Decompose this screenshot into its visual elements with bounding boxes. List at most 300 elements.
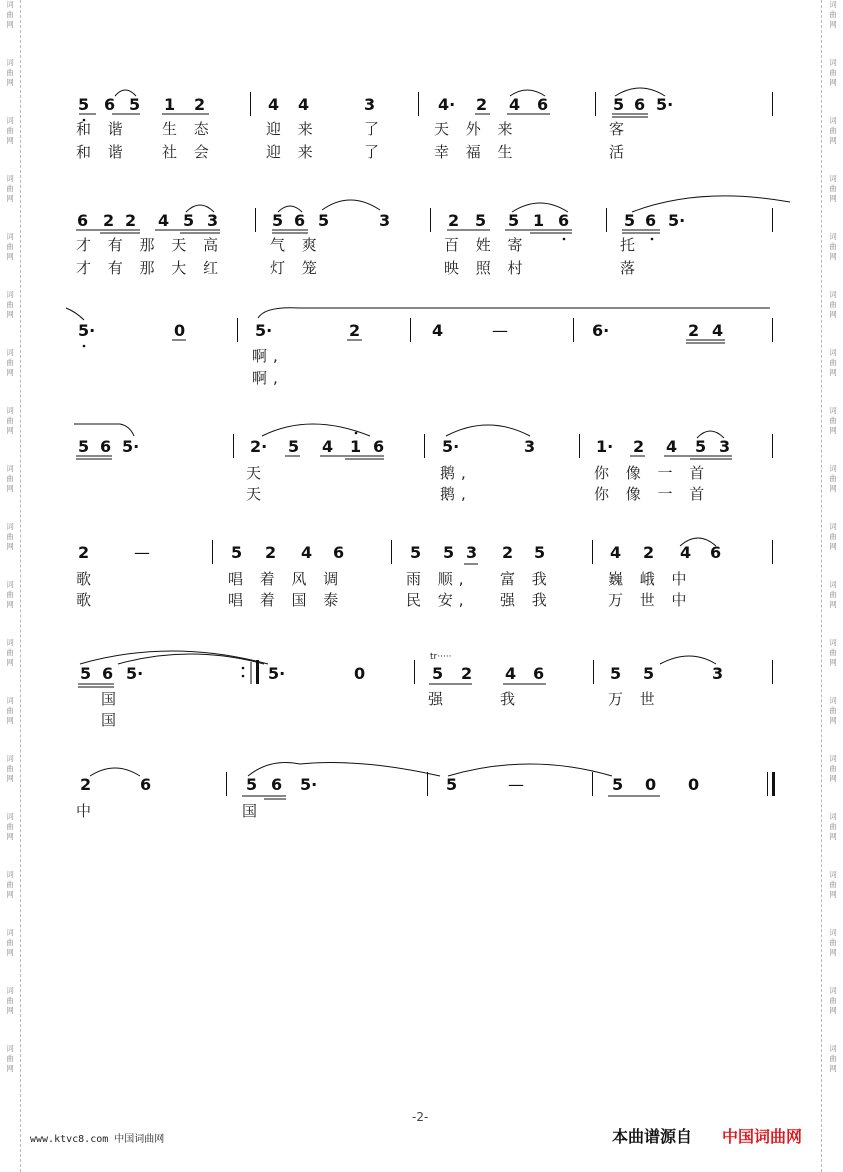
note: 0 xyxy=(645,775,657,794)
note: 4 xyxy=(268,95,280,114)
note: 3 xyxy=(524,437,536,456)
watermark-glyph: 网 xyxy=(6,20,14,29)
watermark-glyph: 网 xyxy=(829,658,837,667)
note: 5 xyxy=(272,211,284,230)
lyric: 灯 笼 xyxy=(270,259,323,277)
note: 1 xyxy=(350,437,362,456)
lyric: 气 爽 xyxy=(270,236,323,254)
watermark-glyph: 网 xyxy=(6,948,14,957)
note: 6 xyxy=(102,664,114,683)
watermark-glyph: 词 xyxy=(6,348,14,357)
watermark-glyph: 词 xyxy=(6,754,14,763)
barline xyxy=(772,540,773,564)
score-row-4 xyxy=(0,434,843,524)
lyric: 万 世 xyxy=(608,690,661,708)
barline xyxy=(579,434,580,458)
watermark-glyph: 曲 xyxy=(829,996,837,1005)
watermark-glyph: 曲 xyxy=(6,648,14,657)
watermark-glyph: 词 xyxy=(6,870,14,879)
watermark-glyph: 曲 xyxy=(6,242,14,251)
footer-brand[interactable]: 中国词曲网 xyxy=(722,1127,803,1146)
note: 5 xyxy=(78,437,90,456)
watermark-glyph: 网 xyxy=(829,542,837,551)
watermark-glyph: 曲 xyxy=(6,1054,14,1063)
barline xyxy=(410,318,411,342)
note: 5 xyxy=(446,775,458,794)
watermark-glyph: 词 xyxy=(829,58,837,67)
lyric: 雨 顺, xyxy=(406,570,470,588)
note: 2 xyxy=(688,321,700,340)
watermark-glyph: 曲 xyxy=(6,68,14,77)
note: 0 xyxy=(354,664,366,683)
watermark-glyph: 曲 xyxy=(829,880,837,889)
watermark-glyph: 词 xyxy=(6,638,14,647)
barline xyxy=(391,540,392,564)
watermark-glyph: 词 xyxy=(829,116,837,125)
note: 6 xyxy=(533,664,545,683)
watermark-glyph: 曲 xyxy=(829,416,837,425)
note: 3 xyxy=(364,95,376,114)
watermark-glyph: 网 xyxy=(6,484,14,493)
note: 6 xyxy=(100,437,112,456)
barline xyxy=(237,318,238,342)
note: 2 xyxy=(103,211,115,230)
lyric: 社 会 xyxy=(162,143,215,161)
watermark-glyph: 曲 xyxy=(829,474,837,483)
barline xyxy=(424,434,425,458)
lyric: 歌 xyxy=(76,570,98,588)
watermark-glyph: 网 xyxy=(829,1006,837,1015)
lyric: 生 态 xyxy=(162,120,215,138)
watermark-glyph: 网 xyxy=(829,426,837,435)
watermark-glyph: 曲 xyxy=(6,126,14,135)
watermark-glyph: 曲 xyxy=(6,300,14,309)
page-number: -2- xyxy=(412,1110,429,1124)
watermark-gap xyxy=(824,1016,842,1044)
watermark-glyph: 曲 xyxy=(6,590,14,599)
watermark-gap xyxy=(1,1074,19,1102)
watermark-glyph: 网 xyxy=(6,716,14,725)
watermark-gap xyxy=(824,30,842,58)
note: 5 xyxy=(475,211,487,230)
note: 4 xyxy=(666,437,678,456)
final-barline-thick xyxy=(772,772,775,796)
watermark-glyph: 网 xyxy=(6,1006,14,1015)
lyric: 鹅, xyxy=(440,485,472,503)
watermark-glyph: 曲 xyxy=(6,416,14,425)
watermark-glyph: 网 xyxy=(6,600,14,609)
note: 6· xyxy=(592,321,610,340)
watermark-glyph: 曲 xyxy=(6,184,14,193)
note: 5 xyxy=(612,775,624,794)
note: 0 xyxy=(174,321,186,340)
watermark-glyph: 词 xyxy=(829,870,837,879)
watermark-glyph: 网 xyxy=(829,774,837,783)
note: 6 xyxy=(537,95,549,114)
barline xyxy=(772,318,773,342)
note: 3 xyxy=(207,211,219,230)
watermark-glyph: 曲 xyxy=(829,590,837,599)
lyric: 活 xyxy=(609,143,631,161)
watermark-glyph: 网 xyxy=(829,484,837,493)
note: 3 xyxy=(379,211,391,230)
watermark-glyph: 词 xyxy=(829,812,837,821)
watermark-glyph: 网 xyxy=(829,194,837,203)
note: 5 xyxy=(534,543,546,562)
watermark-glyph: 词 xyxy=(6,0,14,9)
barline xyxy=(414,660,415,684)
watermark-glyph: 词 xyxy=(829,754,837,763)
note: 4 xyxy=(505,664,517,683)
note: 0 xyxy=(688,775,700,794)
lyric: 富 我 xyxy=(500,570,553,588)
lyric: 客 xyxy=(609,120,631,138)
lyric: 歌 xyxy=(76,591,98,609)
note: 6 xyxy=(294,211,306,230)
note: 5· xyxy=(442,437,460,456)
watermark-glyph: 词 xyxy=(6,290,14,299)
watermark-glyph: 网 xyxy=(6,890,14,899)
barline xyxy=(592,772,593,796)
watermark-glyph: 词 xyxy=(829,522,837,531)
note: 4 xyxy=(432,321,444,340)
watermark-glyph: 词 xyxy=(829,986,837,995)
lyric: 了 xyxy=(364,120,386,138)
note: 5 xyxy=(231,543,243,562)
watermark-glyph: 词 xyxy=(829,348,837,357)
watermark-glyph: 词 xyxy=(829,174,837,183)
lyric: 巍 峨 中 xyxy=(608,570,693,588)
watermark-gap xyxy=(824,900,842,928)
watermark-glyph: 网 xyxy=(829,252,837,261)
note: 2 xyxy=(194,95,206,114)
note: 5· xyxy=(78,321,96,340)
footer-site[interactable]: www.ktvc8.com 中国词曲网 xyxy=(30,1134,165,1145)
note: 5 xyxy=(410,543,422,562)
barline xyxy=(772,434,773,458)
watermark-glyph: 曲 xyxy=(6,532,14,541)
lyric: 民 安, xyxy=(406,591,470,609)
watermark-glyph: 网 xyxy=(6,252,14,261)
lyric: 了 xyxy=(364,143,386,161)
lyric: 映 照 村 xyxy=(444,259,529,277)
note: 3 xyxy=(719,437,731,456)
watermark-glyph: 网 xyxy=(829,1064,837,1073)
barline xyxy=(772,660,773,684)
watermark-glyph: 曲 xyxy=(829,706,837,715)
watermark-glyph: 曲 xyxy=(829,764,837,773)
note: 5 xyxy=(183,211,195,230)
lyric: 国 xyxy=(101,711,123,729)
watermark-gap xyxy=(1,958,19,986)
watermark-glyph: 网 xyxy=(829,832,837,841)
lyric: 百 姓 寄 xyxy=(444,236,529,254)
note: 5 xyxy=(432,664,444,683)
note: 5 xyxy=(610,664,622,683)
note: 2 xyxy=(80,775,92,794)
lyric: 托 xyxy=(620,236,642,254)
watermark-glyph: 词 xyxy=(6,116,14,125)
note: 2 xyxy=(265,543,277,562)
watermark-glyph: 网 xyxy=(6,774,14,783)
row-7-markings xyxy=(0,774,843,864)
barline xyxy=(250,92,251,116)
note: 4 xyxy=(610,543,622,562)
barline xyxy=(593,660,594,684)
watermark-glyph: 网 xyxy=(829,20,837,29)
note: 5· xyxy=(668,211,686,230)
barline xyxy=(427,772,428,796)
watermark-glyph: 曲 xyxy=(829,300,837,309)
watermark-glyph: 网 xyxy=(6,310,14,319)
lyric: 和 谐 xyxy=(76,143,129,161)
ornament: tr····· xyxy=(430,652,452,662)
watermark-glyph: 曲 xyxy=(829,184,837,193)
watermark-glyph: 词 xyxy=(6,580,14,589)
watermark-glyph: 网 xyxy=(6,368,14,377)
note: 2 xyxy=(633,437,645,456)
watermark-glyph: 网 xyxy=(6,78,14,87)
watermark-glyph: 词 xyxy=(6,406,14,415)
note: 6 xyxy=(710,543,722,562)
barline xyxy=(255,208,256,232)
watermark-glyph: 词 xyxy=(829,290,837,299)
watermark-gap xyxy=(1,900,19,928)
note: 5· xyxy=(126,664,144,683)
note: 2· xyxy=(250,437,268,456)
lyric: 才 有 那 天 高 xyxy=(76,236,225,254)
note: 5· xyxy=(268,664,286,683)
watermark-glyph: 词 xyxy=(829,232,837,241)
note: 2 xyxy=(476,95,488,114)
watermark-glyph: 词 xyxy=(829,1044,837,1053)
note: 4 xyxy=(712,321,724,340)
note-dash: — xyxy=(508,775,524,794)
watermark-glyph: 曲 xyxy=(829,822,837,831)
watermark-glyph: 词 xyxy=(829,580,837,589)
barline xyxy=(772,92,773,116)
watermark-glyph: 曲 xyxy=(6,938,14,947)
watermark-glyph: 网 xyxy=(6,832,14,841)
note: 5 xyxy=(613,95,625,114)
barline xyxy=(592,540,593,564)
note: 4 xyxy=(509,95,521,114)
watermark-glyph: 曲 xyxy=(6,358,14,367)
watermark-glyph: 网 xyxy=(829,948,837,957)
watermark-glyph: 曲 xyxy=(6,474,14,483)
watermark-glyph: 词 xyxy=(6,464,14,473)
note: 4 xyxy=(322,437,334,456)
note: 5· xyxy=(300,775,318,794)
note: 6 xyxy=(77,211,89,230)
watermark-glyph: 曲 xyxy=(829,126,837,135)
barline xyxy=(573,318,574,342)
note: 3 xyxy=(466,543,478,562)
watermark-glyph: 曲 xyxy=(829,10,837,19)
lyric: 落 xyxy=(620,259,642,277)
barline xyxy=(772,208,773,232)
lyric: 天 xyxy=(246,485,268,503)
score-row-1 xyxy=(0,92,843,182)
lyric: 鹅, xyxy=(440,464,472,482)
score-row-2 xyxy=(0,208,843,298)
watermark-glyph: 网 xyxy=(6,1064,14,1073)
note-dash: — xyxy=(492,321,508,340)
watermark-glyph: 网 xyxy=(829,136,837,145)
watermark-glyph: 曲 xyxy=(829,648,837,657)
barline xyxy=(212,540,213,564)
lyric: 我 xyxy=(500,690,522,708)
footer-source-label: 本曲谱源自 xyxy=(612,1127,693,1146)
watermark-glyph: 词 xyxy=(829,638,837,647)
lyric: 啊, xyxy=(252,347,284,365)
watermark-glyph: 曲 xyxy=(829,68,837,77)
note: 4 xyxy=(680,543,692,562)
watermark-glyph: 曲 xyxy=(829,358,837,367)
lyric: 天 外 来 xyxy=(434,120,519,138)
note: 5 xyxy=(695,437,707,456)
note: 1 xyxy=(533,211,545,230)
note: 2 xyxy=(502,543,514,562)
note: 3 xyxy=(712,664,724,683)
watermark-glyph: 词 xyxy=(6,174,14,183)
lyric: 幸 福 生 xyxy=(434,143,519,161)
score-row-6 xyxy=(0,652,843,752)
note: 2 xyxy=(461,664,473,683)
watermark-glyph: 网 xyxy=(6,542,14,551)
note: 4· xyxy=(438,95,456,114)
note: 6 xyxy=(271,775,283,794)
note: 6 xyxy=(645,211,657,230)
lyric: 强 xyxy=(428,690,450,708)
final-barline-thin xyxy=(767,772,768,796)
watermark-glyph: 词 xyxy=(6,812,14,821)
watermark-gap xyxy=(1,30,19,58)
watermark-gap xyxy=(824,958,842,986)
watermark-glyph: 词 xyxy=(6,696,14,705)
watermark-glyph: 曲 xyxy=(829,532,837,541)
note: 2 xyxy=(448,211,460,230)
watermark-gap xyxy=(1,1016,19,1044)
lyric: 唱 着 国 泰 xyxy=(228,591,345,609)
note: 6 xyxy=(333,543,345,562)
watermark-glyph: 词 xyxy=(829,406,837,415)
note: 2 xyxy=(643,543,655,562)
barline xyxy=(233,434,234,458)
note: 4 xyxy=(301,543,313,562)
note-dash: — xyxy=(134,543,150,562)
note: 5· xyxy=(122,437,140,456)
watermark-glyph: 词 xyxy=(6,928,14,937)
lyric: 你 像 一 首 xyxy=(594,485,711,503)
lyric: 唱 着 风 调 xyxy=(228,570,345,588)
note: 5 xyxy=(129,95,141,114)
watermark-glyph: 词 xyxy=(829,928,837,937)
lyric: 国 xyxy=(101,690,123,708)
watermark-glyph: 词 xyxy=(6,986,14,995)
barline xyxy=(430,208,431,232)
note: 6 xyxy=(373,437,385,456)
note: 5 xyxy=(288,437,300,456)
watermark-glyph: 网 xyxy=(6,194,14,203)
watermark-glyph: 曲 xyxy=(829,1054,837,1063)
lyric: 啊, xyxy=(252,369,284,387)
watermark-glyph: 网 xyxy=(829,368,837,377)
note: 6 xyxy=(634,95,646,114)
lyric: 你 像 一 首 xyxy=(594,464,711,482)
watermark-glyph: 网 xyxy=(6,136,14,145)
note: 1· xyxy=(596,437,614,456)
watermark-glyph: 词 xyxy=(6,232,14,241)
note: 1 xyxy=(164,95,176,114)
barline xyxy=(595,92,596,116)
watermark-glyph: 词 xyxy=(829,464,837,473)
watermark-glyph: 曲 xyxy=(829,938,837,947)
watermark-glyph: 网 xyxy=(829,78,837,87)
watermark-glyph: 曲 xyxy=(6,706,14,715)
lyric: 才 有 那 大 红 xyxy=(76,259,225,277)
watermark-glyph: 网 xyxy=(829,716,837,725)
note: 2 xyxy=(78,543,90,562)
note: 5 xyxy=(318,211,330,230)
note: 6 xyxy=(558,211,570,230)
watermark-glyph: 曲 xyxy=(6,764,14,773)
watermark-glyph: 曲 xyxy=(829,242,837,251)
lyric: 迎 来 xyxy=(266,120,319,138)
barline xyxy=(606,208,607,232)
watermark-glyph: 网 xyxy=(6,426,14,435)
score-row-3 xyxy=(0,318,843,408)
note: 5 xyxy=(624,211,636,230)
note: 4 xyxy=(158,211,170,230)
watermark-gap xyxy=(824,1074,842,1102)
barline xyxy=(418,92,419,116)
watermark-glyph: 网 xyxy=(829,310,837,319)
lyric: 和 谐 xyxy=(76,120,129,138)
lyric: 迎 来 xyxy=(266,143,319,161)
lyric: 国 xyxy=(242,802,264,820)
score-row-5 xyxy=(0,542,843,632)
note: 5 xyxy=(508,211,520,230)
watermark-glyph: 网 xyxy=(6,658,14,667)
note: 5· xyxy=(656,95,674,114)
note: 2 xyxy=(349,321,361,340)
watermark-glyph: 网 xyxy=(829,600,837,609)
lyric: 强 我 xyxy=(500,591,553,609)
watermark-glyph: 曲 xyxy=(6,880,14,889)
lyric: 中 xyxy=(76,802,98,820)
lyric: 万 世 中 xyxy=(608,591,693,609)
watermark-glyph: 词 xyxy=(6,1044,14,1053)
watermark-glyph: 曲 xyxy=(6,822,14,831)
watermark-glyph: 词 xyxy=(829,696,837,705)
score-row-7 xyxy=(0,774,843,864)
barline xyxy=(226,772,227,796)
note: 5 xyxy=(78,95,90,114)
watermark-glyph: 词 xyxy=(6,522,14,531)
note: 5 xyxy=(80,664,92,683)
watermark-glyph: 网 xyxy=(829,890,837,899)
note: 6 xyxy=(104,95,116,114)
watermark-glyph: 词 xyxy=(6,58,14,67)
note: 4 xyxy=(298,95,310,114)
note: 5 xyxy=(643,664,655,683)
note: 2 xyxy=(125,211,137,230)
note: 5· xyxy=(255,321,273,340)
watermark-glyph: 词 xyxy=(829,0,837,9)
lyric: 天 xyxy=(246,464,268,482)
watermark-glyph: 曲 xyxy=(6,996,14,1005)
